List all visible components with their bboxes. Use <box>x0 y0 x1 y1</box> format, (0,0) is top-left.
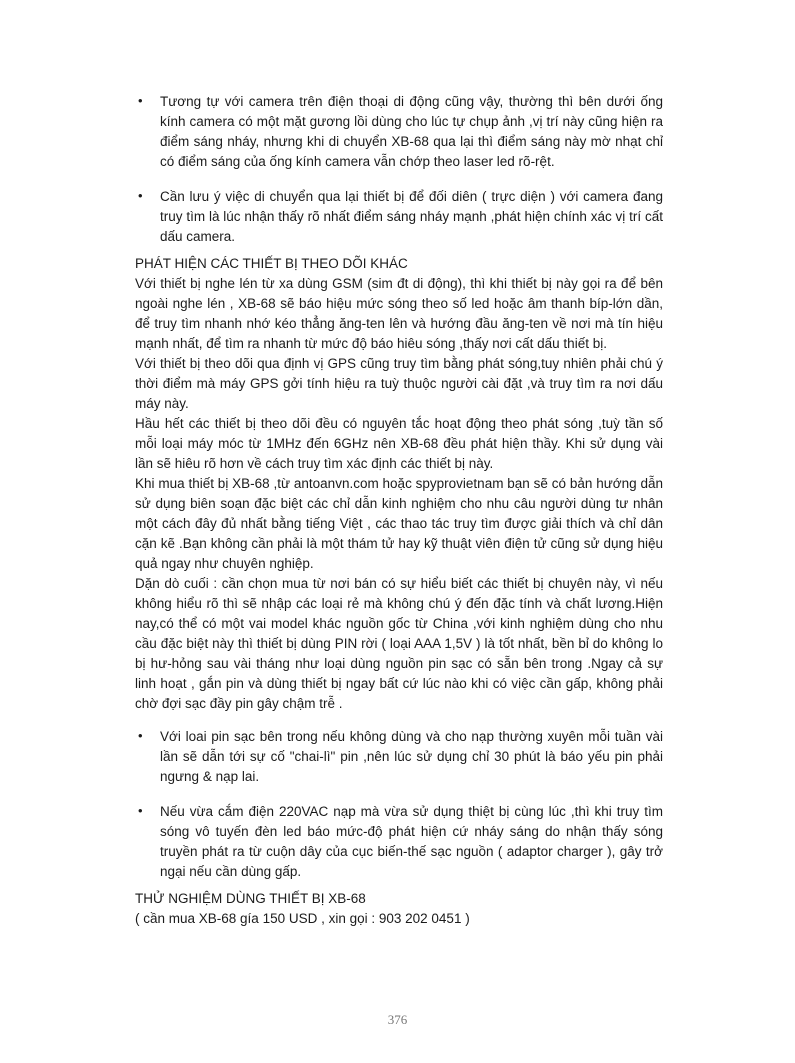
bullet-text: Nếu vừa cắm điện 220VAC nạp mà vừa sử dụng thiệt bị cùng lúc ,thì khi truy tìm sóng vô tuyến đèn led báo mức-độ phát hiện cứ nháy sáng do nhận thấy sóng truyền phát ra từ cuộn dây của cục biến-thế sạc nguồn ( adaptor charger ), gây trở ngại nếu cần dùng gấp. <box>160 804 663 879</box>
paragraph: Với thiết bị nghe lén từ xa dùng GSM (sim đt di động), thì khi thiết bị này gọi ra để bên ngoài nghe lén , XB-68 sẽ báo hiệu mức sóng theo số led hoặc âm thanh bíp-lớn dần, để truy tìm nhanh nhớ kéo thẳng ăng-ten lên và hướng đầu ăng-ten về nơi mà tín hiệu mạnh nhất, để tìm ra nhanh từ mức độ báo hiêu sóng ,thấy nơi cất dấu thiết bị. <box>135 276 663 351</box>
paragraph: Khi mua thiết bị XB-68 ,từ antoanvn.com hoặc spyprovietnam bạn sẽ có bản hướng dẫn sử dụng biên soạn đặc biệt các chỉ dẫn kinh nghiệm cho nhu câu người dùng tư nhân một cách đây đủ nhất bằng tiếng Việt , các thao tác truy tìm được giải thích và chỉ dân cặn kẽ .Bạn không cần phải là một thám tử hay kỹ thuật viên điện tử cũng sử dụng hiệu quả ngay như chuyên nghiệp. <box>135 476 663 571</box>
bullet-item <box>135 187 663 247</box>
paragraph: Dặn dò cuối : cần chọn mua từ nơi bán có sự hiểu biết các thiết bị chuyên này, vì nếu không hiểu rõ thì sẽ nhập các loại rẻ mà không chú ý đến đặc tính và chất lương.Hiện nay,có thể có một vai model khác nguồn gốc từ China ,với kinh nghiệm dùng cho nhu cầu đặc biệt này thì thiết bị dùng PIN rời ( loại AAA 1,5V ) là tốt nhất, bền bỉ do không lo bị hư-hỏng sau vài tháng như loại dùng nguồn pin sạc có sẵn bên trong .Ngay cả sự linh hoạt , gắn pin và dùng thiết bị ngay bất cứ lúc nào khi có việc cần gấp, không phải chờ đợi sạc đầy pin gây chậm trễ . <box>135 576 663 711</box>
bullet-text: Cần lưu ý việc di chuyển qua lại thiết bị để đối diên ( trực diện ) với camera đang truy tìm là lúc nhận thấy rõ nhất điểm sáng nháy mạnh ,phát hiện chính xác vị trí cất dấu camera. <box>160 189 663 244</box>
bullet-text: Với loai pin sạc bên trong nếu không dùng và cho nạp thường xuyên mỗi tuần vài lần sẽ dẫn tới sự cố "chai-lì" pin ,nên lúc sử dụng chỉ 30 phút là báo yếu pin phải ngưng & nạp lai. <box>160 729 663 784</box>
paragraph: Với thiết bị theo dõi qua định vị GPS cũng truy tìm bằng phát sóng,tuy nhiên phải chú ý thời điểm mà máy GPS gởi tính hiệu ra tuỳ thuộc người cài đặt ,và truy tìm ra nơi dấu máy này. <box>135 356 663 411</box>
section-heading-detect: PHÁT HIỆN CÁC THIẾT BỊ THEO DÕI KHÁC <box>135 256 408 271</box>
bullet-icon: • <box>138 93 143 108</box>
bullet-item <box>135 92 663 172</box>
paragraph: Hầu hết các thiết bị theo dõi đều có nguyên tắc hoạt động theo phát sóng ,tuỳ tần số mỗi loại máy móc từ 1MHz đến 6GHz nên XB-68 đều phát hiện thầy. Khi sử dụng vài lần sẽ hiêu rõ hơn về cách truy tìm xác định các thiết bị này. <box>135 416 663 471</box>
page-number: 376 <box>387 1012 408 1027</box>
top-bullet-list <box>135 92 663 247</box>
section-heading-test: THỬ NGHIỆM DÙNG THIẾT BỊ XB-68 <box>135 891 366 906</box>
bullet-icon: • <box>138 188 143 203</box>
bullet-item <box>135 802 663 882</box>
bullet-icon: • <box>138 728 143 743</box>
bottom-bullet-list <box>135 727 663 882</box>
page-content <box>135 92 663 929</box>
page-footer <box>0 1010 795 1030</box>
bullet-icon: • <box>138 803 143 818</box>
bullet-item <box>135 727 663 787</box>
test-note: ( cần mua XB-68 gía 150 USD , xin gọi : 903 202 0451 ) <box>135 911 470 926</box>
bullet-text: Tương tự với camera trên điện thoại di động cũng vậy, thường thì bên dưới ống kính camera có một mặt gương lồi dùng cho lúc tự chụp ảnh ,vị trí này cũng hiện ra điểm sáng nháy, nhưng khi di chuyển XB-68 qua lại thì điểm sáng này mờ nhạt chỉ có điểm sáng của ống kính camera vẫn chớp theo laser led rõ-rệt. <box>160 94 663 169</box>
